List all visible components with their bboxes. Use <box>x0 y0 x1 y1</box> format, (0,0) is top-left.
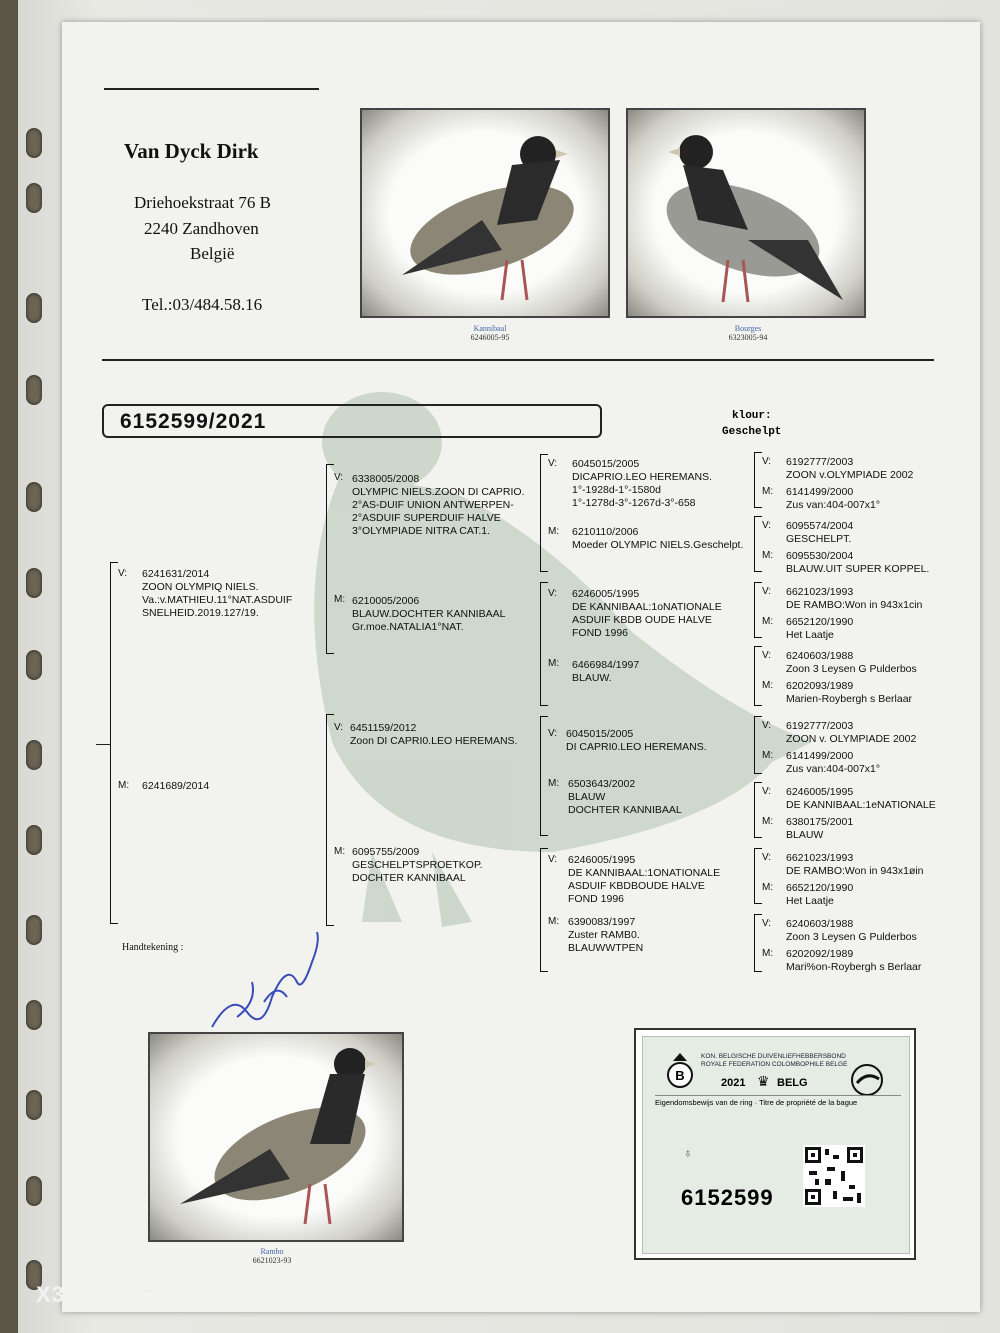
label-m: M: <box>548 778 560 789</box>
label-v: V: <box>762 456 772 467</box>
ffm-block: 6210110/2006 Moeder OLYMPIC NIELS.Geschelpt. <box>572 526 744 551</box>
label-m: M: <box>762 680 774 691</box>
punch-hole <box>26 1000 42 1030</box>
label-v: V: <box>762 720 772 731</box>
mff-block: 6045015/2005 DI CAPRI0.LEO HEREMANS. <box>566 728 707 753</box>
org-name-nl: KON. BELGISCHE DUIVENLIEFHEBBERSBOND <box>701 1053 846 1060</box>
ring-number: 6152599/2021 <box>120 410 267 433</box>
owner-name: Van Dyck Dirk <box>124 139 259 163</box>
punch-hole <box>26 183 42 213</box>
label-m: M: <box>334 846 346 857</box>
bracket-g6 <box>754 782 755 838</box>
label-m: M: <box>762 948 774 959</box>
bracket-g2 <box>754 516 755 572</box>
crown-icon: ♛ <box>757 1073 770 1089</box>
fff-block: 6045015/2005 DICAPRIO.LEO HEREMANS. 1°-1928d-1°-1580d 1°-1278d-3°-1267d-3°-658 <box>572 458 713 509</box>
kbdb-logo-icon <box>665 1051 695 1091</box>
ancestor-3-v: 6621023/1993 DE RAMBO:Won in 943x1cin <box>786 586 923 611</box>
mm-block: 6095755/2009 GESCHELPTSPROETKOP. DOCHTER KANNIBAAL <box>352 846 483 884</box>
ancestor-5-v: 6192777/2003 ZOON v. OLYMPIADE 2002 <box>786 720 917 745</box>
bracket-parents <box>110 562 111 924</box>
mf-block: 6451159/2012 Zoon DI CAPRI0.LEO HEREMANS. <box>350 722 518 747</box>
bracket-g5 <box>754 716 755 774</box>
bracket-father-line <box>326 464 327 654</box>
punch-hole <box>26 128 42 158</box>
colour-value: Geschelpt <box>722 426 782 438</box>
punch-hole <box>26 293 42 323</box>
label-v: V: <box>548 588 558 599</box>
label-v: V: <box>762 650 772 661</box>
caption-kannibaal: Kannibaal 6246005-95 <box>470 324 510 342</box>
pigeon-photo-icon <box>362 110 608 316</box>
ring-number-box <box>102 404 602 438</box>
label-v: V: <box>548 458 558 469</box>
fmf-block: 6246005/1995 DE KANNIBAAL:1oNATIONALE ASDUIF KBDB OUDE HALVE FOND 1996 <box>572 588 722 639</box>
owner-country: België <box>190 244 235 263</box>
label-m: M: <box>762 550 774 561</box>
org-name-fr: ROYALE FEDERATION COLOMBOPHILE BELGE <box>701 1061 848 1068</box>
punch-hole <box>26 482 42 512</box>
mfm-block: 6503643/2002 BLAUW DOCHTER KANNIBAAL <box>568 778 682 816</box>
bracket-fm <box>540 582 541 706</box>
punch-hole <box>26 375 42 405</box>
bracket-mother-line <box>326 714 327 926</box>
ancestor-3-m: 6652120/1990 Het Laatje <box>786 616 854 641</box>
father-block: 6241631/2014 ZOON OLYMPIQ NIELS. Va.:v.MATHIEU.11°NAT.ASDUIF SNELHEID.2019.127/19. <box>142 568 293 619</box>
punch-hole <box>26 650 42 680</box>
label-m: M: <box>548 916 560 927</box>
punch-hole <box>26 740 42 770</box>
ancestor-6-m: 6380175/2001 BLAUW <box>786 816 854 841</box>
card-ring-number: 6152599 <box>681 1185 774 1210</box>
owner-street: Driehoekstraat 76 B <box>134 193 271 212</box>
ancestor-6-v: 6246005/1995 DE KANNIBAAL:1eNATIONALE <box>786 786 936 811</box>
ancestor-1-m: 6141499/2000 Zus van:404-007x1° <box>786 486 881 511</box>
label-m: M: <box>762 750 774 761</box>
label-v: V: <box>762 918 772 929</box>
card-inner <box>642 1036 910 1254</box>
ancestor-1-v: 6192777/2003 ZOON v.OLYMPIADE 2002 <box>786 456 914 481</box>
pigeon-watermark-icon <box>252 382 812 942</box>
header-rule <box>104 88 319 90</box>
punch-hole <box>26 1176 42 1206</box>
punch-hole <box>26 568 42 598</box>
owner-city: 2240 Zandhoven <box>144 219 259 238</box>
label-m: M: <box>762 816 774 827</box>
ancestor-8-v: 6240603/1988 Zoon 3 Leysen G Pulderbos <box>786 918 917 943</box>
punch-hole <box>26 1090 42 1120</box>
label-m: M: <box>762 486 774 497</box>
bracket-ff <box>540 454 541 572</box>
punch-hole <box>26 825 42 855</box>
ancestor-2-m: 6095530/2004 BLAUW.UIT SUPER KOPPEL. <box>786 550 930 575</box>
mother-block: 6241689/2014 <box>142 780 210 792</box>
pigeon-photo-icon <box>150 1034 402 1240</box>
card-year: 2021 <box>721 1077 746 1089</box>
label-m: M: <box>548 658 560 669</box>
label-v: V: <box>548 854 558 865</box>
bracket-g8 <box>754 914 755 972</box>
ancestor-4-m: 6202093/1989 Marien-Roybergh s Berlaar <box>786 680 913 705</box>
label-m: M: <box>762 882 774 893</box>
label-v: V: <box>548 728 558 739</box>
mmm-block: 6390083/1997 Zuster RAMB0. BLAUWWTPEN <box>568 916 644 954</box>
label-v: V: <box>762 586 772 597</box>
card-country: BELG <box>777 1077 808 1089</box>
ring-certificate-card <box>634 1028 916 1260</box>
ancestor-7-m: 6652120/1990 Het Laatje <box>786 882 854 907</box>
label-v: V: <box>762 520 772 531</box>
bracket-g4 <box>754 646 755 706</box>
label-v: V: <box>334 472 344 483</box>
label-m: M: <box>118 780 130 791</box>
bracket-mm <box>540 848 541 972</box>
fm-block: 6210005/2006 BLAUW.DOCHTER KANNIBAAL Gr.moe.NATALIA1°NAT. <box>352 595 506 633</box>
ancestor-4-v: 6240603/1988 Zoon 3 Leysen G Pulderbos <box>786 650 917 675</box>
ancestor-2-v: 6095574/2004 GESCHELPT. <box>786 520 854 545</box>
label-v: V: <box>762 786 772 797</box>
bracket-g3 <box>754 582 755 638</box>
qr-code-icon <box>803 1145 865 1207</box>
bracket-g7 <box>754 848 755 904</box>
punch-hole <box>26 915 42 945</box>
photo-rambo <box>148 1032 404 1242</box>
bracket-mf <box>540 716 541 836</box>
hologram-icon: ♁ <box>683 1145 693 1160</box>
svg-text:B: B <box>675 1068 685 1083</box>
5g-badge: 5G <box>132 1290 154 1302</box>
label-m: M: <box>548 526 560 537</box>
section-rule <box>102 359 934 361</box>
fci-logo-icon <box>839 1063 895 1097</box>
label-v: V: <box>762 852 772 863</box>
caption-rambo: Rambo 6621023-93 <box>252 1247 292 1265</box>
root-connector <box>96 744 110 745</box>
label-v: V: <box>118 568 128 579</box>
ancestor-7-v: 6621023/1993 DE RAMBO:Won in 943x1øin <box>786 852 924 877</box>
generation-4-column <box>762 22 972 973</box>
owner-phone: Tel.:03/484.58.16 <box>142 295 263 314</box>
pedigree-sheet <box>62 22 980 1312</box>
ancestor-8-m: 6202092/1989 Mari%on-Roybergh s Berlaar <box>786 948 922 973</box>
signature-label: Handtekening : <box>122 942 184 953</box>
bracket-g1 <box>754 452 755 508</box>
ancestor-5-m: 6141499/2000 Zus van:404-007x1° <box>786 750 881 775</box>
fmm-block: 6466984/1997 BLAUW. <box>572 659 640 684</box>
photo-kannibaal <box>360 108 610 318</box>
photo-bourges <box>626 108 866 318</box>
label-v: V: <box>334 722 344 733</box>
ff-block: 6338005/2008 OLYMPIC NIELS.ZOON DI CAPRIO. 2°AS-DUIF UNION ANTWERPEN- 2°ASDUIF SUPERDUIF HALVE 3°OLYMPIADE NITRA CAT.1. <box>352 473 525 537</box>
card-title: Eigendomsbewijs van de ring · Titre de propriété de la bague <box>655 1095 901 1107</box>
label-m: M: <box>334 594 346 605</box>
mmf-block: 6246005/1995 DE KANNIBAAL:1ONATIONALE ASDUIF KBDBOUDE HALVE FOND 1996 <box>568 854 721 905</box>
label-m: M: <box>762 616 774 627</box>
pigeon-photo-icon <box>628 110 864 316</box>
camera-watermark: X30 Pro 5G <box>36 1282 154 1308</box>
caption-bourges: Bourges 6323005-94 <box>728 324 768 342</box>
handwritten-signature <box>202 922 332 1042</box>
colour-label: klour: <box>732 410 772 422</box>
